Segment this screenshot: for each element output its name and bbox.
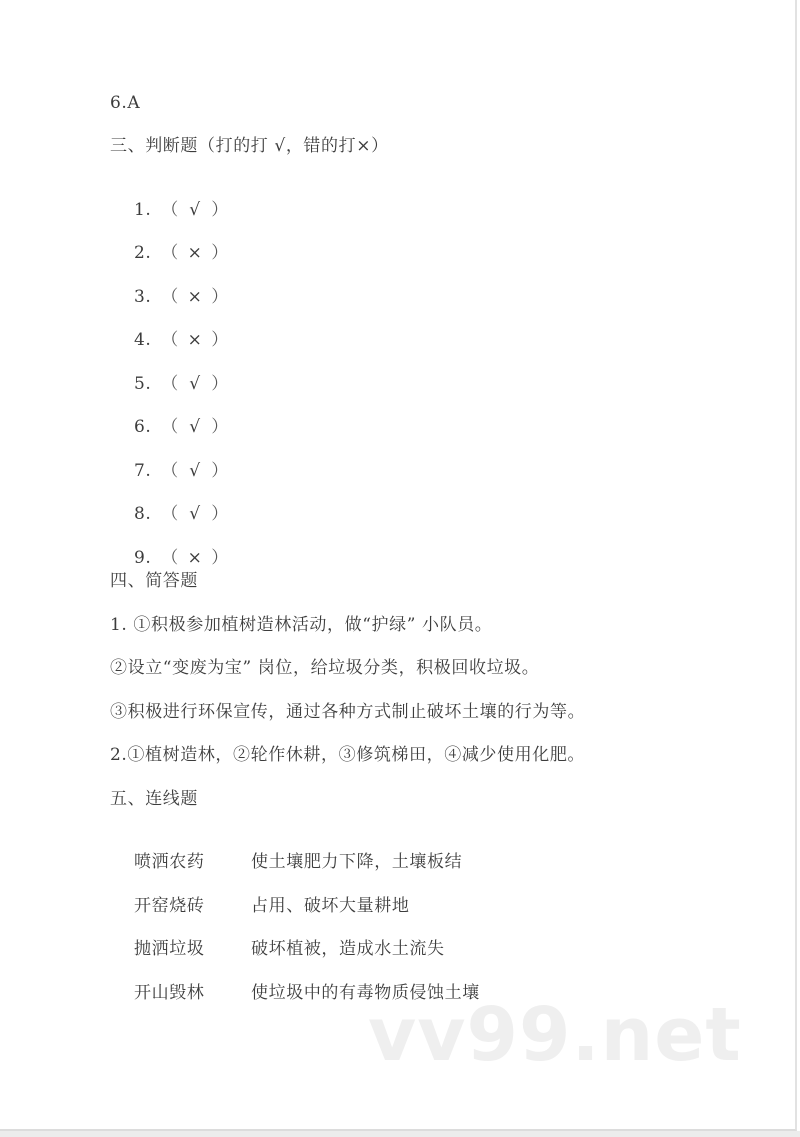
close-paren: ） — [211, 548, 229, 568]
matching-left: 抛洒垃圾 — [134, 939, 205, 959]
matching-right: 使垃圾中的有毒物质侵蚀土壤 — [251, 983, 480, 1003]
section-3-title: 三、判断题（打的打 √，错的打×） — [110, 136, 389, 156]
open-paren: （ — [161, 461, 179, 481]
open-paren: （ — [161, 374, 179, 394]
item-number: 6. — [134, 417, 152, 437]
open-paren: （ — [161, 200, 179, 220]
item-number: 7. — [134, 461, 152, 481]
cross-mark-icon: × — [187, 243, 203, 263]
check-mark-icon: √ — [189, 200, 201, 220]
previous-answer: 6.A — [110, 93, 141, 113]
item-number: 4. — [134, 330, 152, 350]
section-5-title: 五、连线题 — [110, 789, 198, 809]
check-mark-icon: √ — [189, 417, 201, 437]
item-number: 8. — [134, 504, 152, 524]
short-answer-2: 2.①植树造林，②轮作休耕，③修筑梯田，④减少使用化肥。 — [110, 745, 586, 765]
matching-left: 开窑烧砖 — [134, 896, 205, 916]
item-number: 5. — [134, 374, 152, 394]
check-mark-icon: √ — [189, 374, 201, 394]
close-paren: ） — [211, 200, 229, 220]
check-mark-icon: √ — [189, 504, 201, 524]
item-number: 2. — [134, 243, 152, 263]
matching-left: 开山毁林 — [134, 983, 205, 1003]
item-number: 1. — [134, 200, 152, 220]
matching-right: 使土壤肥力下降，土壤板结 — [251, 852, 463, 872]
close-paren: ） — [211, 330, 229, 350]
close-paren: ） — [211, 504, 229, 524]
matching-left: 喷洒农药 — [134, 852, 205, 872]
close-paren: ） — [211, 243, 229, 263]
open-paren: （ — [161, 548, 179, 568]
close-paren: ） — [211, 374, 229, 394]
close-paren: ） — [211, 287, 229, 307]
section-4-title: 四、简答题 — [110, 571, 198, 591]
open-paren: （ — [161, 417, 179, 437]
cross-mark-icon: × — [187, 287, 203, 307]
open-paren: （ — [161, 504, 179, 524]
short-answer-1-part-1: 1. ①积极参加植树造林活动，做“护绿” 小队员。 — [110, 615, 493, 635]
close-paren: ） — [211, 417, 229, 437]
cross-mark-icon: × — [187, 548, 203, 568]
matching-right: 破坏植被，造成水土流失 — [251, 939, 445, 959]
cross-mark-icon: × — [187, 330, 203, 350]
check-mark-icon: √ — [189, 461, 201, 481]
page-bottom-edge — [0, 1131, 800, 1137]
open-paren: （ — [161, 287, 179, 307]
item-number: 3. — [134, 287, 152, 307]
short-answer-1-part-2: ②设立“变废为宝” 岗位，给垃圾分类，积极回收垃圾。 — [110, 658, 540, 678]
short-answer-1-part-3: ③积极进行环保宣传，通过各种方式制止破坏土壤的行为等。 — [110, 702, 586, 722]
close-paren: ） — [211, 461, 229, 481]
open-paren: （ — [161, 330, 179, 350]
item-number: 9. — [134, 548, 152, 568]
open-paren: （ — [161, 243, 179, 263]
watermark: vv99.net — [368, 992, 742, 1078]
matching-right: 占用、破坏大量耕地 — [251, 896, 410, 916]
